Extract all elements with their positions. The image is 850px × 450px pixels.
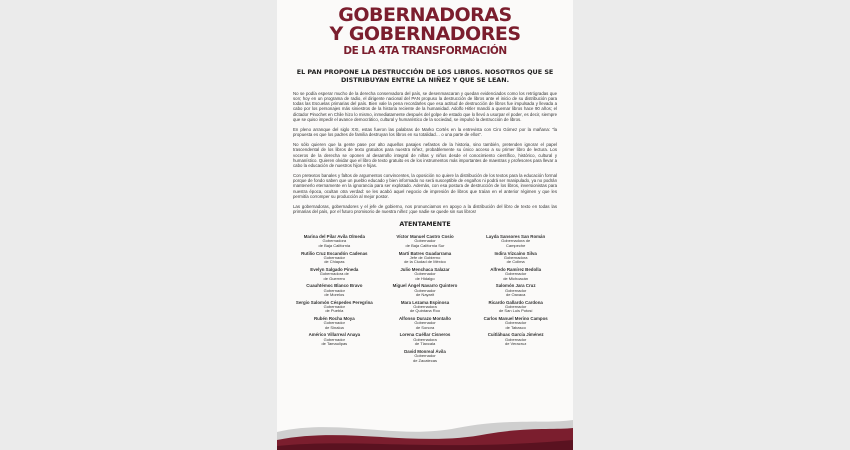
signer-role: Gobernador: [414, 271, 436, 277]
paragraph: No se podía esperar mucho de la derecha conservadora del país, se desenmascaran y quedan evidenciados como los retrógradas que son; hoy en un programa de radio, el dirigente nacional del PAN propuso la destrucción de libros ante el inicio de su distribución para todas las Escuelas primarias del país. Bien vale la pena recordarles que esa actitud de destrucción de libros fue impulsada y llevada a cabo por los personajes más siniestros de la historia reciente de la humanidad. Adolfo Hitler mandó a quemar libros hace 90 años; el dictador Pinochet en Chile hizo lo mismo, inmediatamente después del golpe de estado que lo llevó a usurpar el poder, es decir, siempre que se quiso impedir el avance democrático, cultural y humanístico de la sociedad, se impulsó la destrucción de libros.: [293, 91, 557, 122]
signer: [472, 300, 559, 314]
signer: [382, 234, 469, 248]
signer-state: Campeche: [505, 242, 526, 248]
signer-name: Lorena Cuéllar Cisneros: [399, 332, 451, 338]
signer-state: de Tamaulipas: [321, 341, 348, 347]
signer-name: Sergio Salomón Céspedes Peregrina: [295, 299, 373, 305]
signer-state: de Veracruz: [504, 341, 527, 347]
signer-role: Gobernador: [323, 320, 345, 326]
signer-state: de Tlaxcala: [414, 341, 436, 347]
signer-state: de Sonora: [415, 324, 435, 330]
signer: [291, 349, 378, 363]
signer-role: Gobernadora: [413, 336, 437, 342]
signer: [291, 251, 378, 265]
signer-state: de Zacatecas: [412, 357, 437, 363]
paragraph: Con pretextos banales y faltos de argumentos convincentes, la oposición no quiere la distribución de los textos para la educación formal porque de fondo saben que un pueblo educado y bien informado no será susceptible de engaños ni podrá ser manipulado, ya no podrán mantenerlo eternamente en la ignorancia para ser explotado. Además, con esa postura de destrucción de los libros, inversionistas para nuestra época, ocultan otra verdad: se les acabó aquel negocio de impresión de libros que traían en el anterior régimen y que les permitía corromper su producción al mejor postor.: [293, 173, 557, 199]
signer-name: Cuauhtémoc Blanco Bravo: [306, 283, 363, 289]
signer-state: de Chiapas: [324, 259, 345, 265]
signer: [291, 267, 378, 281]
signer-name: Layda Sansores San Román: [486, 234, 546, 240]
closing-atentamente: ATENTAMENTE: [399, 221, 451, 229]
signer-role: Jefe de Gobierno: [409, 254, 441, 260]
signer-role: Gobernador: [504, 336, 527, 342]
signer-role: Gobernador: [323, 336, 345, 342]
signer: [472, 283, 559, 297]
signer-name: Cuitláhuac García Jiménez: [487, 332, 544, 338]
signer: [472, 332, 559, 346]
paragraph: Las gobernadoras, gobernadores y el jefe de gobierno, nos pronunciamos en apoyo a la distribución del libro de texto en todas las primarias del país, por el futuro promisorio de nuestra niñez ¡que nadie se quede sin sus libros!: [293, 203, 557, 214]
signer: [291, 316, 378, 330]
signer-role: Gobernador: [323, 254, 345, 260]
signer: [382, 300, 469, 314]
signer: [382, 267, 469, 281]
signer: [291, 283, 378, 297]
signer-role: Gobernador: [504, 271, 527, 277]
signer-name: Salomón Jara Cruz: [495, 283, 536, 289]
signer-state: de Baja California Sur: [405, 242, 445, 248]
signer: [291, 332, 378, 346]
signer-role: Gobernador: [323, 303, 345, 309]
signer-name: Ricardo Gallardo Cardona: [488, 299, 543, 305]
decorative-ribbon: [277, 410, 573, 450]
signer-role: Gobernador: [323, 287, 345, 293]
signer: [291, 234, 378, 248]
signer-state: de Puebla: [325, 308, 344, 314]
signer-name: Rutilio Cruz Escandón Cadenas: [301, 250, 368, 256]
signer-state: de Oaxaca: [505, 292, 526, 298]
title-line-1: GOBERNADORAS: [338, 4, 512, 26]
signer-state: de Sinaloa: [324, 324, 344, 330]
signer-role: Gobernadora: [413, 303, 437, 309]
signer-state: de Guerrero: [323, 275, 346, 281]
signer: [382, 332, 469, 346]
signer: [291, 300, 378, 314]
header-title-block: [277, 0, 573, 58]
signer-name: Marina del Pilar Avila Olmeda: [303, 234, 365, 240]
signer-name: Alfredo Ramírez Bedolla: [490, 266, 542, 272]
press-release-page: [277, 0, 573, 450]
signer-name: Américo Villarreal Anaya: [308, 332, 361, 338]
signer-state: de Tabasco: [505, 324, 526, 330]
signer-name: Víctor Manuel Castro Cosío: [396, 234, 454, 240]
signers-grid: [277, 234, 573, 363]
signer: [472, 267, 559, 281]
signer-role: Gobernador: [504, 287, 527, 293]
signer: [382, 316, 469, 330]
signer-state: de Baja California: [318, 242, 351, 248]
signer: [382, 349, 469, 363]
signer-state: de Morelos: [324, 292, 345, 298]
signer-role: Gobernadora: [322, 238, 347, 244]
signer: [382, 283, 469, 297]
signer-role: Gobernador: [414, 287, 436, 293]
signer-state: de Hidalgo: [415, 275, 435, 281]
signer-role: Gobernador: [414, 320, 436, 326]
signer-state: de la Ciudad de México: [404, 259, 446, 265]
signer-state: de Colima: [506, 259, 525, 265]
signer-name: Rubén Rocha Moya: [313, 316, 355, 322]
signer-state: de Quintana Roo: [409, 308, 441, 314]
signer-name: Martí Batres Guadarrama: [398, 250, 452, 256]
paragraph: No sólo quieren que la gente pase por alto aquellos pasajes nefastos de la historia, sino también, pretenden ignorar el papel trascendental de los libros de texto gratuitos para nuestra niñez, probablemente su único acceso a su primer libro de lectura. Los voceros de la derecha se oponen al desarrollo integral de niñas y niños desde el conocimiento científico, histórico, cultural y humanístico. Quieren olvidar que el libro de texto gratuito es de los instrumentos más importantes de maestras y profesores para llevar a cabo la educación de nuestros hijos e hijas.: [293, 142, 557, 168]
signer-state: de Nayarit: [415, 292, 435, 298]
title-line-2: Y GOBERNADORES: [329, 23, 521, 45]
signer-state: de Michoacán: [503, 275, 529, 281]
signer-role: Gobernador: [414, 353, 436, 359]
signer-name: Carlos Manuel Merino Campos: [483, 316, 548, 322]
body-text: [277, 91, 573, 214]
signer-name: Mara Lezama Espinosa: [400, 299, 450, 305]
signer-name: Alfonso Durazo Montaño: [399, 316, 451, 322]
signer-role: Gobernador: [504, 320, 527, 326]
signer-role: Gobernadora de: [319, 271, 349, 277]
signer-name: Indira Vizcaíno Silva: [494, 250, 537, 256]
signer-state: de San Luis Potosí: [498, 308, 533, 314]
signer-name: Julio Menchaca Salazar: [400, 266, 450, 272]
title-line-3: DE LA 4TA TRANSFORMACIÓN: [343, 45, 507, 57]
signer-name: Miguel Ángel Navarro Quintero: [392, 283, 458, 289]
signer-role: Gobernadora: [503, 254, 528, 260]
signer-name: Evelyn Salgado Pineda: [310, 266, 359, 272]
signer: [472, 234, 559, 248]
paragraph: En pleno arranque del siglo XXI, estas fueron las palabras de Marko Cortés en la entrevista con Ciro Gómez por la mañana: "la propuesta es que los padres de familia destruyan los libros en su totalidad… o una parte de ellos".: [293, 126, 557, 138]
signer-role: Gobernador: [414, 238, 436, 244]
signer: [382, 251, 469, 265]
signer-name: David Monreal Ávila: [404, 348, 446, 354]
signer-role: Gobernadora de: [501, 238, 531, 244]
signer: [472, 316, 559, 330]
signer-role: Gobernador: [504, 303, 527, 309]
signer: [472, 251, 559, 265]
signer: [472, 349, 559, 363]
headline: EL PAN PROPONE LA DESTRUCCIÓN DE LOS LIBROS. NOSOTROS QUE SE DISTRIBUYAN ENTRE LA NIÑEZ Y QUE SE LEAN.: [296, 68, 554, 84]
